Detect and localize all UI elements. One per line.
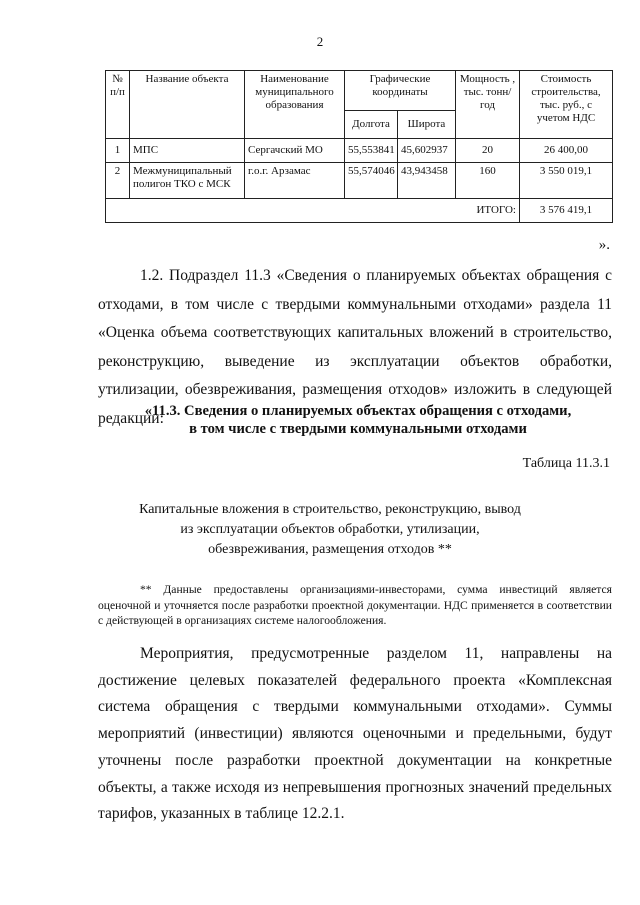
cell-latitude: 45,602937 — [398, 139, 456, 163]
table-caption — [60, 500, 600, 560]
cell-name: МПС — [130, 139, 245, 163]
cell-cost: 3 550 019,1 — [520, 163, 613, 199]
table-label: Таблица 11.3.1 — [522, 456, 610, 471]
caption-line-2: из эксплуатации объектов обработки, утилизации, — [180, 522, 480, 537]
cell-latitude: 43,943458 — [398, 163, 456, 199]
table-total-row — [106, 199, 613, 223]
page-number: 2 — [316, 34, 324, 49]
cell-capacity: 160 — [456, 163, 520, 199]
cell-cost: 26 400,00 — [520, 139, 613, 163]
footnote — [98, 582, 612, 629]
header-name: Название объекта — [130, 71, 245, 139]
section-heading — [98, 402, 618, 438]
objects-table — [105, 70, 613, 223]
caption-line-3: обезвреживания, размещения отходов ** — [208, 542, 452, 557]
cell-num: 1 — [106, 139, 130, 163]
footnote-text: ** Данные предоставлены организациями-инвесторами, сумма инвестиций является оценочной и уточняется после разработки проектной документации. НДС применяется в соответствии с действующей в организациях системе налогообложения. — [98, 583, 612, 627]
heading-line-2: в том числе с твердыми коммунальными отходами — [189, 421, 527, 437]
header-coords: Графические координаты — [345, 71, 456, 111]
cell-longitude: 55,574046 — [345, 163, 398, 199]
header-capacity: Мощность , тыс. тонн/год — [456, 71, 520, 139]
measures-section — [98, 641, 612, 828]
closing-quote: ». — [598, 237, 610, 253]
heading-line-1: «11.3. Сведения о планируемых объектах обращения с отходами, — [144, 403, 572, 419]
header-latitude: Широта — [398, 111, 456, 139]
paragraph-1-2: 1.2. Подраздел 11.3 «Сведения о планируемых объектах обращения с отходами, в том числе с твердыми коммунальными отходами» раздела 11 «Оценка объема соответствующих капитальных вложений в строительство, реконструкцию, выведение из эксплуатации объектов обработки, утилизации, обезвреживания, размещения отходов» изложить в следующей редакции: — [98, 267, 612, 427]
header-cost: Стоимость строительства, тыс. руб., с учетом НДС — [520, 71, 613, 139]
table-row — [106, 163, 613, 199]
cell-num: 2 — [106, 163, 130, 199]
caption-line-1: Капитальные вложения в строительство, реконструкцию, вывод — [139, 502, 521, 517]
paragraph-measures: Мероприятия, предусмотренные разделом 11, направлены на достижение целевых показателей федерального проекта «Комплексная система обращения с твердыми коммунальными отходами». Суммы мероприятий (инвестиции) являются оценочными и предельными, будут уточнены после разработки проектной документации на конкретные объекты, а также исходя из непревышения прогнозных значений предельных тарифов, указанных в таблице 12.2.1. — [98, 645, 612, 823]
cell-municipality: Сергачский МО — [245, 139, 345, 163]
header-longitude: Долгота — [345, 111, 398, 139]
total-value: 3 576 419,1 — [520, 199, 613, 223]
total-label: ИТОГО: — [106, 199, 520, 223]
header-municipality: Наименование муниципального образования — [245, 71, 345, 139]
cell-name: Межмуниципальный полигон ТКО с МСК — [130, 163, 245, 199]
cell-municipality: г.о.г. Арзамас — [245, 163, 345, 199]
header-num: № п/п — [106, 71, 130, 139]
cell-capacity: 20 — [456, 139, 520, 163]
table-row — [106, 139, 613, 163]
cell-longitude: 55,553841 — [345, 139, 398, 163]
